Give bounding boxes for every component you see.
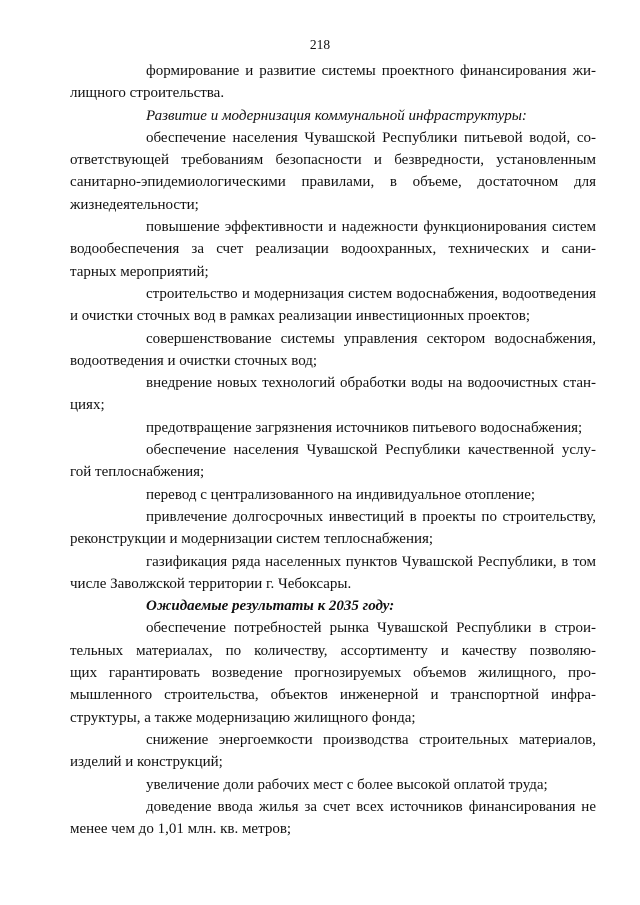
paragraph xyxy=(70,283,596,328)
text-line: повышение эффективности и надежности функционирования систем xyxy=(146,219,596,236)
text-line: газификация ряда населенных пунктов Чувашской Республики, в том xyxy=(146,553,596,570)
text-line: лищного строительства. xyxy=(70,85,225,102)
text-line: и очистки сточных вод в рамках реализации инвестиционных проектов; xyxy=(70,308,531,325)
text-line: тарных мероприятий; xyxy=(70,263,209,280)
text-line: тельных материалах, по количеству, ассортименту и качеству позволяю- xyxy=(70,642,596,659)
document-body xyxy=(70,60,596,840)
text-line: обеспечение населения Чувашской Республики питьевой водой, со- xyxy=(146,129,596,146)
text-line: увеличение доли рабочих мест с более высокой оплатой труда; xyxy=(146,776,548,793)
text-line: водообеспечения за счет реализации водоохранных, технических и сани- xyxy=(70,241,596,258)
text-line: формирование и развитие системы проектного финансирования жи- xyxy=(146,63,596,79)
text-line: щих гарантировать возведение прогнозируемых объемов жилищного, про- xyxy=(70,665,596,682)
text-line: структуры, а также модернизацию жилищного фонда; xyxy=(70,709,416,726)
paragraph xyxy=(70,60,596,105)
paragraph xyxy=(70,729,596,774)
paragraph xyxy=(70,328,596,373)
text-line: строительство и модернизация систем водоснабжения, водоотведения xyxy=(146,285,596,302)
text-line: реконструкции и модернизации систем теплоснабжения; xyxy=(70,531,434,548)
text-line: перевод с централизованного на индивидуальное отопление; xyxy=(146,486,536,503)
text-line: Развитие и модернизация коммунальной инфраструктуры: xyxy=(146,107,527,124)
text-line: изделий и конструкций; xyxy=(70,754,223,771)
paragraph xyxy=(108,417,596,439)
paragraph xyxy=(70,372,596,417)
subsection-heading xyxy=(108,105,596,127)
paragraph xyxy=(70,127,596,216)
text-line: снижение энергоемкости производства строительных материалов, xyxy=(146,731,596,748)
paragraph xyxy=(70,439,596,484)
page-number: 218 xyxy=(309,37,331,52)
paragraph xyxy=(70,617,596,728)
paragraph xyxy=(108,774,596,796)
text-line: циях; xyxy=(70,397,105,414)
section-heading xyxy=(108,595,596,617)
text-line: мышленного строительства, объектов инженерной и транспортной инфра- xyxy=(70,687,596,704)
text-line: ответствующей требованиям безопасности и безвредности, установленным xyxy=(70,152,596,169)
text-line: привлечение долгосрочных инвестиций в проекты по строительству, xyxy=(146,508,596,525)
text-line: санитарно-эпидемиологическими правилами, в объеме, достаточном для xyxy=(70,174,596,191)
text-line: доведение ввода жилья за счет всех источников финансирования не xyxy=(146,798,596,815)
paragraph xyxy=(108,484,596,506)
text-line: водоотведения и очистки сточных вод; xyxy=(70,352,318,369)
text-line: обеспечение населения Чувашской Республики качественной услу- xyxy=(146,442,596,459)
text-line: предотвращение загрязнения источников питьевого водоснабжения; xyxy=(146,419,583,436)
paragraph xyxy=(70,796,596,841)
paragraph xyxy=(70,506,596,551)
paragraph xyxy=(70,216,596,283)
text-line: менее чем до 1,01 млн. кв. метров; xyxy=(70,821,292,838)
text-line: обеспечение потребностей рынка Чувашской Республики в строи- xyxy=(146,620,596,637)
paragraph xyxy=(70,551,596,596)
text-line: жизнедеятельности; xyxy=(70,196,199,213)
text-line: совершенствование системы управления сектором водоснабжения, xyxy=(146,330,596,347)
text-line: гой теплоснабжения; xyxy=(70,464,205,481)
text-line: Ожидаемые результаты к 2035 году: xyxy=(146,598,395,615)
text-line: внедрение новых технологий обработки воды на водоочистных стан- xyxy=(146,375,596,392)
text-line: числе Заволжской территории г. Чебоксары. xyxy=(70,575,352,592)
